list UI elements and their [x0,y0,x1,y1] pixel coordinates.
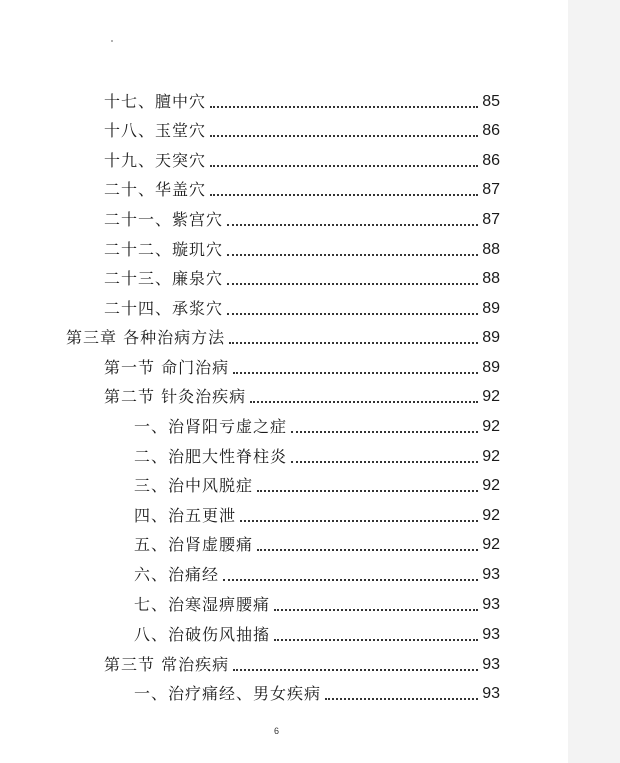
toc-entry-page: 93 [482,685,500,702]
dot-leader [257,548,478,551]
toc-entry-label: 三、治中风脱症 [134,476,254,495]
toc-entry[interactable] [104,174,500,200]
toc-entry-page: 93 [482,626,500,643]
toc-entry-page: 92 [482,388,500,405]
toc-entry-page: 92 [482,418,500,435]
toc-entry-page: 87 [482,211,500,228]
dot-leader [210,105,478,108]
toc-entry-label: 一、治疗痛经、男女疾病 [134,684,322,703]
toc-entry-label: 十九、天突穴 [104,151,207,170]
toc-entry[interactable] [134,500,500,526]
toc-entry-label: 七、治寒湿痹腰痛 [134,595,271,614]
toc-entry-label: 一、治肾阳亏虚之症 [134,417,288,436]
toc-entry[interactable] [104,263,500,289]
toc-entry[interactable] [134,470,500,496]
toc-entry-page: 93 [482,566,500,583]
toc-entry-page: 87 [482,181,500,198]
toc-entry[interactable] [104,86,500,112]
toc-entry-label: 第二节 针灸治疾病 [104,387,247,406]
dot-leader [210,134,478,137]
toc-entry-page: 86 [482,122,500,139]
toc-entry-page: 86 [482,152,500,169]
toc-entry-label: 第一节 命门治病 [104,358,230,377]
toc-entry-label: 第三节 常治疾病 [104,655,230,674]
toc-entry[interactable] [104,293,500,319]
dot-leader [291,460,478,463]
toc-entry-page: 93 [482,656,500,673]
toc-entry-label: 十八、玉堂穴 [104,121,207,140]
toc-entry[interactable] [134,619,500,645]
dot-leader [233,668,478,671]
toc-entry-page: 89 [482,300,500,317]
toc-entry[interactable] [134,441,500,467]
toc-entry-label: 二十四、承浆穴 [104,299,224,318]
toc-entry-page: 92 [482,536,500,553]
dot-leader [274,608,478,611]
toc-entry-page: 93 [482,596,500,613]
toc-section-entry[interactable] [104,352,500,378]
dot-leader [240,519,478,522]
toc-entry-label: 二十二、璇玑穴 [104,240,224,259]
scan-speck [111,40,113,42]
toc-entry-page: 88 [482,270,500,287]
dot-leader [227,253,478,256]
toc-entry-page: 88 [482,241,500,258]
dot-leader [325,697,478,700]
toc-entry-label: 二、治肥大性脊柱炎 [134,447,288,466]
toc-entry-page: 92 [482,507,500,524]
toc-entry-page: 89 [482,359,500,376]
toc-entry-label: 二十、华盖穴 [104,180,207,199]
toc-entry[interactable] [104,115,500,141]
toc-entry[interactable] [134,411,500,437]
toc-chapter-entry[interactable] [66,322,500,348]
toc-entry-label: 二十一、紫宫穴 [104,210,224,229]
toc-entry[interactable] [104,204,500,230]
dot-leader [210,193,478,196]
toc-section-entry[interactable] [104,381,500,407]
dot-leader [291,430,478,433]
dot-leader [229,341,478,344]
toc-entry-page: 85 [482,93,500,110]
toc-entry-page: 89 [482,329,500,346]
toc-entry-page: 92 [482,448,500,465]
toc-entry[interactable] [104,145,500,171]
dot-leader [233,371,478,374]
dot-leader [227,282,478,285]
dot-leader [227,312,478,315]
dot-leader [210,164,478,167]
dot-leader [274,638,478,641]
toc-entry-label: 二十三、廉泉穴 [104,269,224,288]
page-footer-number: 6 [274,726,280,736]
toc-entry[interactable] [134,529,500,555]
toc-entry-label: 四、治五更泄 [134,506,237,525]
toc-entry-label: 五、治肾虚腰痛 [134,535,254,554]
toc-entry[interactable] [134,589,500,615]
toc-section-entry[interactable] [104,649,500,675]
toc-entry-label: 六、治痛经 [134,565,220,584]
toc-entry-page: 92 [482,477,500,494]
dot-leader [250,400,478,403]
toc-entry[interactable] [134,678,500,704]
dot-leader [257,489,478,492]
dot-leader [223,578,478,581]
dot-leader [227,223,478,226]
toc-entry[interactable] [104,234,500,260]
toc-entry-label: 第三章 各种治病方法 [66,328,226,347]
toc-entry[interactable] [134,559,500,585]
toc-entry-label: 八、治破伤风抽搐 [134,625,271,644]
toc-entry-label: 十七、膻中穴 [104,92,207,111]
